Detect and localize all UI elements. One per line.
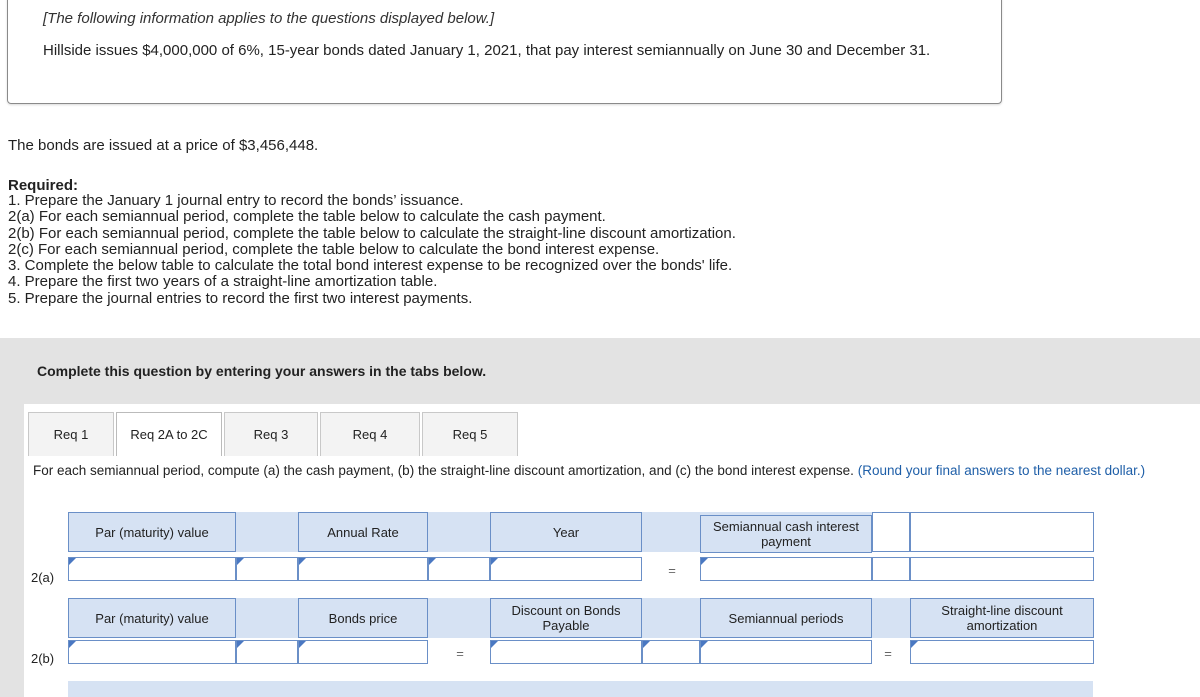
row-a-blank-header: [910, 512, 1094, 552]
annual-rate-input-a[interactable]: [298, 557, 428, 581]
tab-req-3[interactable]: [224, 412, 318, 456]
tab-req-2a-to-2c[interactable]: [116, 412, 222, 456]
amortization-input-b[interactable]: [910, 640, 1094, 664]
price-line: The bonds are issued at a price of $3,456,448.: [8, 137, 319, 154]
operator-input-a2[interactable]: [428, 557, 490, 581]
semiannual-periods-field[interactable]: [701, 641, 871, 663]
row-a-label: 2(a): [31, 570, 55, 585]
par-value-input-a[interactable]: [68, 557, 236, 581]
tab-label: Req 1: [53, 427, 89, 442]
operator-input-b2[interactable]: [642, 640, 700, 664]
operator-input-a1[interactable]: [236, 557, 298, 581]
operator-field[interactable]: [237, 641, 297, 663]
equals-sign: =: [456, 646, 464, 661]
year-field[interactable]: [491, 558, 641, 580]
row-b-header-semiannual-periods: Semiannual periods: [700, 598, 872, 638]
instructions-rounding: (Round your final answers to the nearest dollar.): [857, 463, 1146, 478]
operator-field[interactable]: [429, 558, 489, 580]
row-b-header-discount-on-bonds: Discount on Bonds Payable: [490, 598, 642, 638]
required-item: 3. Complete the below table to calculate the total bond interest expense to be recognized over the bonds' life.: [8, 257, 733, 275]
operator-field[interactable]: [237, 558, 297, 580]
required-item: 1. Prepare the January 1 journal entry to record the bonds’ issuance.: [8, 192, 464, 209]
par-value-field[interactable]: [69, 641, 235, 663]
operator-field[interactable]: [643, 641, 699, 663]
row-a-blank-cell: [872, 557, 910, 581]
tab-label: Req 3: [253, 427, 289, 442]
tab-req-5[interactable]: [422, 412, 518, 456]
info-note: [The following information applies to the questions displayed below.]: [43, 10, 495, 27]
row-b-header-straight-line-amortization: Straight-line discount amortization: [910, 598, 1094, 638]
instructions-main: For each semiannual period, compute (a) the cash payment, (b) the straight-line discount amortization, and (c) the bond interest expense.: [33, 463, 854, 478]
annual-rate-field[interactable]: [299, 558, 427, 580]
info-text: Hillside issues $4,000,000 of 6%, 15-year bonds dated January 1, 2021, that pay interest semiannually on June 30 and December 31.: [43, 42, 931, 59]
bonds-price-input-b[interactable]: [298, 640, 428, 664]
par-value-field[interactable]: [69, 558, 235, 580]
row-b-header-bonds-price: Bonds price: [298, 598, 428, 638]
amortization-field[interactable]: [911, 641, 1093, 663]
year-input-a[interactable]: [490, 557, 642, 581]
row-a-header-semiannual-cash-interest: Semiannual cash interest payment: [700, 515, 872, 553]
required-title: Required:: [8, 177, 79, 194]
required-item: 4. Prepare the first two years of a straight-line amortization table.: [8, 273, 438, 291]
tab-label: Req 2A to 2C: [130, 427, 208, 442]
row-c-header-band: [68, 681, 1093, 697]
tab-req-4[interactable]: [320, 412, 420, 456]
cash-payment-field[interactable]: [701, 558, 871, 580]
row-b-label: 2(b): [31, 651, 55, 666]
row-a-header-annual-rate: Annual Rate: [298, 512, 428, 552]
required-list: [8, 193, 736, 307]
required-item: 5. Prepare the journal entries to record the first two interest payments.: [8, 289, 473, 307]
instructions: [33, 462, 1200, 479]
required-item: 2(a) For each semiannual period, complete the table below to calculate the cash payment.: [8, 208, 606, 226]
semiannual-periods-input-b[interactable]: [700, 640, 872, 664]
discount-field[interactable]: [491, 641, 641, 663]
par-value-input-b[interactable]: [68, 640, 236, 664]
required-item: 2(b) For each semiannual period, complete the table below to calculate the straight-line discount amortization.: [8, 224, 736, 242]
bonds-price-field[interactable]: [299, 641, 427, 663]
operator-input-b1[interactable]: [236, 640, 298, 664]
equals-sign: =: [668, 563, 676, 578]
tab-req-1[interactable]: [28, 412, 114, 456]
row-a-blank-cell: [910, 557, 1094, 581]
tab-label: Req 5: [452, 427, 488, 442]
row-a-blank-header: [872, 512, 910, 552]
tab-label: Req 4: [352, 427, 388, 442]
row-b-header-par-value: Par (maturity) value: [68, 598, 236, 638]
cash-payment-input-a[interactable]: [700, 557, 872, 581]
panel-heading: Complete this question by entering your answers in the tabs below.: [37, 363, 487, 379]
discount-input-b[interactable]: [490, 640, 642, 664]
row-a-header-year: Year: [490, 512, 642, 552]
required-item: 2(c) For each semiannual period, complete the table below to calculate the bond interest expense.: [8, 240, 660, 258]
row-a-header-par-value: Par (maturity) value: [68, 512, 236, 552]
equals-sign: =: [884, 646, 892, 661]
